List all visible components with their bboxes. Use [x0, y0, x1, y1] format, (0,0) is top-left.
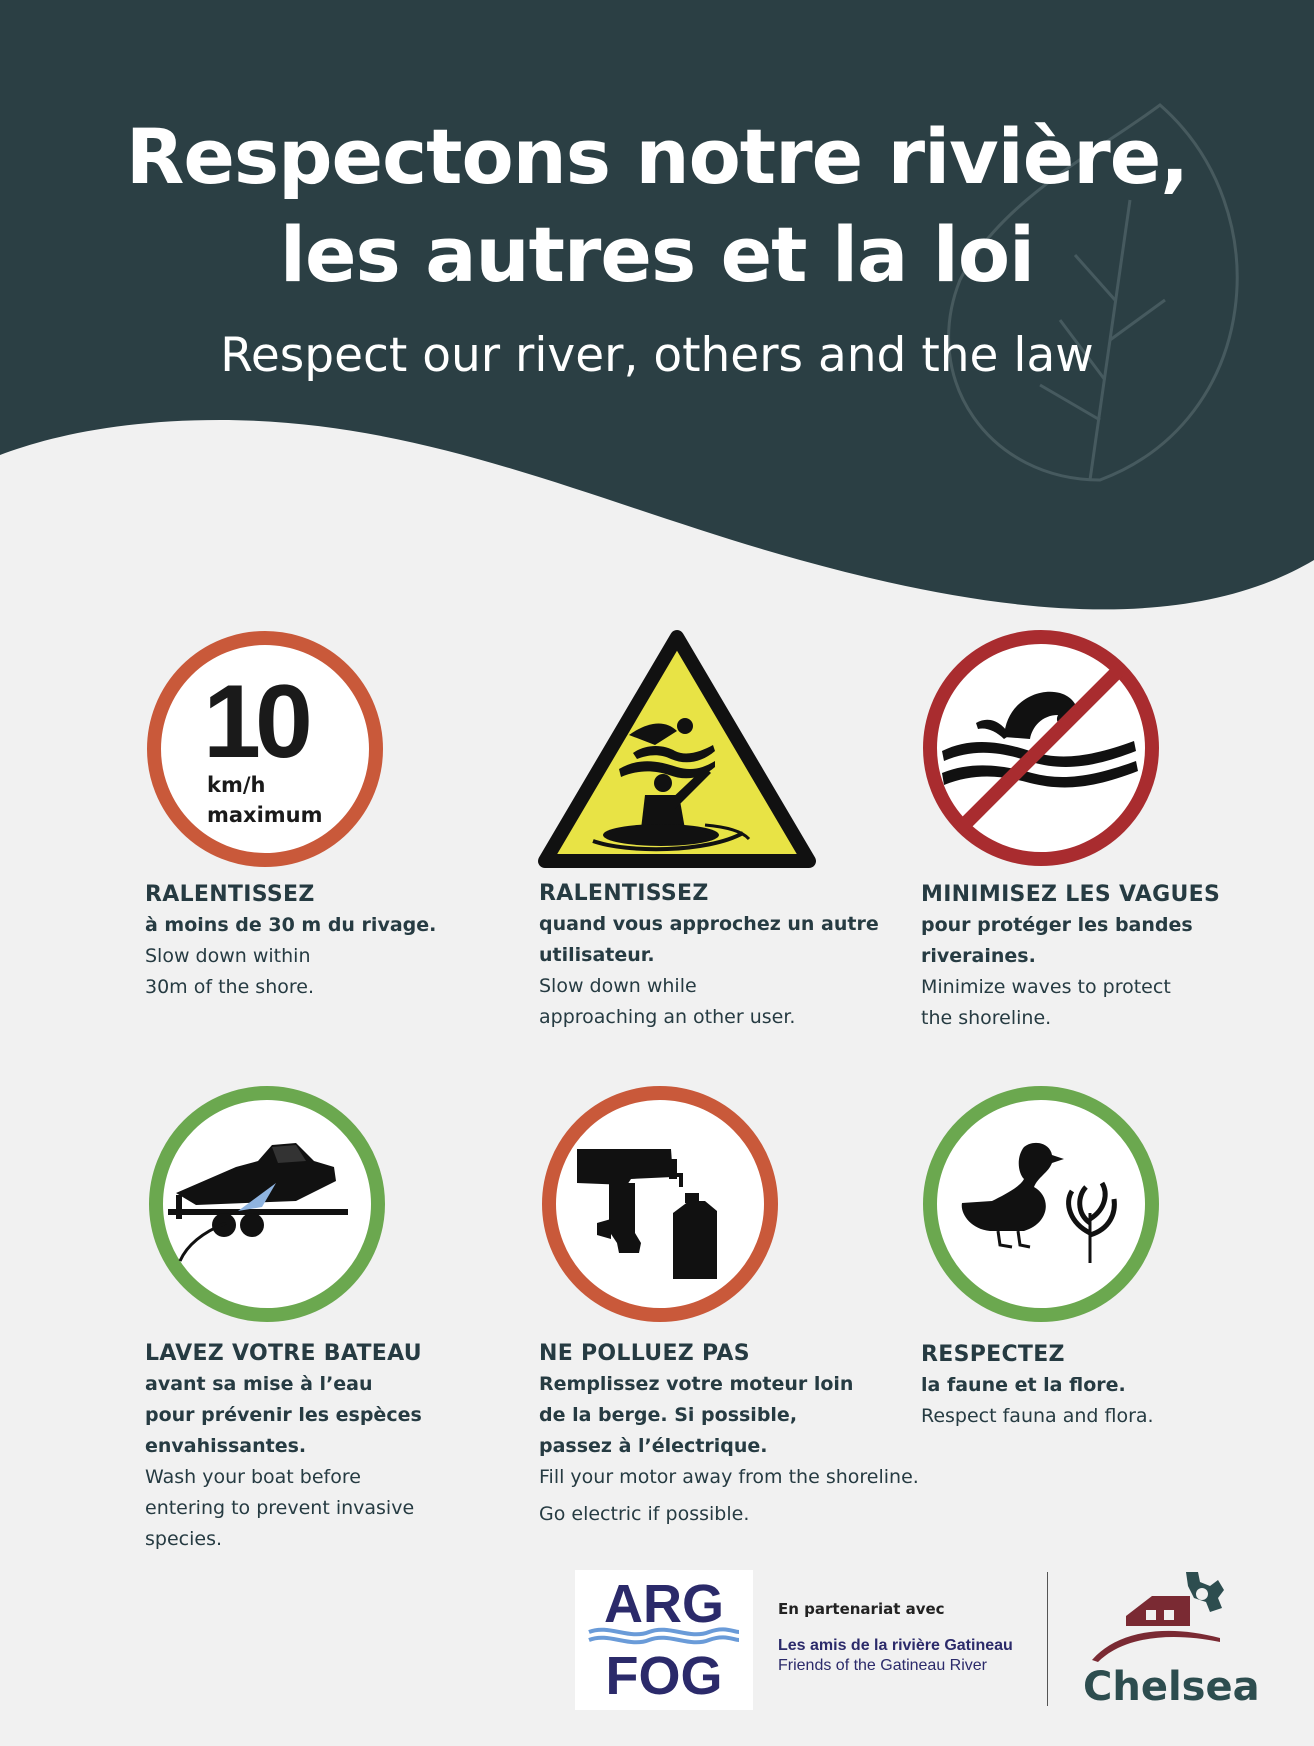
partnership-label: En partenariat avec: [778, 1600, 945, 1618]
partner-name-fr: Les amis de la rivière Gatineau: [778, 1637, 1013, 1654]
duck-plant-icon: [920, 1083, 1162, 1325]
rule-block-1: [145, 880, 475, 1003]
rule-fr-line: utilisateur.: [539, 944, 655, 966]
rule-en-line: Slow down while: [539, 975, 697, 997]
rule-en-line: entering to prevent invasive: [145, 1497, 415, 1519]
rule-en-line: Minimize waves to protect: [921, 976, 1171, 998]
arg-fog-logo: [575, 1570, 753, 1710]
rule-block-6: [921, 1340, 1281, 1432]
boat-wash-sign: [146, 1083, 388, 1325]
rule-heading: RALENTISSEZ: [145, 882, 315, 907]
rule-en-line: Wash your boat before: [145, 1466, 361, 1488]
partner-name-en: Friends of the Gatineau River: [778, 1657, 987, 1674]
rule-heading: NE POLLUEZ PAS: [539, 1341, 750, 1366]
arg-logo-bottom-text: FOG: [605, 1646, 723, 1706]
rule-fr-line: de la berge. Si possible,: [539, 1404, 798, 1426]
page-subtitle: Respect our river, others and the law: [220, 328, 1094, 383]
rule-fr-line: la faune et la flore.: [921, 1374, 1126, 1396]
header-background: [0, 0, 1314, 620]
partner-info: [778, 1600, 1038, 1676]
outboard-motor-fuel-icon: [539, 1083, 781, 1325]
chelsea-logo-icon: [1088, 1568, 1228, 1664]
rule-en-line: Go electric if possible.: [539, 1503, 750, 1525]
no-waves-icon: [920, 627, 1162, 869]
rule-block-4: [145, 1339, 485, 1555]
rule-en-line: Respect fauna and flora.: [921, 1405, 1154, 1427]
speed-unit: km/h: [207, 773, 266, 797]
rule-block-2: [539, 879, 899, 1033]
rule-fr-line: passez à l’électrique.: [539, 1435, 768, 1457]
swimmer-kayak-warning-icon: [537, 627, 817, 871]
speed-value: 10: [203, 664, 307, 780]
rule-fr-line: envahissantes.: [145, 1435, 307, 1457]
rule-fr-line: avant sa mise à l’eau: [145, 1373, 373, 1395]
rule-heading: RALENTISSEZ: [539, 881, 709, 906]
rule-en-line: approaching an other user.: [539, 1006, 796, 1028]
rule-en-line: Slow down within: [145, 945, 311, 967]
footer-divider: [1047, 1572, 1048, 1706]
rule-block-5: [539, 1339, 919, 1530]
rule-fr-line: pour protéger les bandes: [921, 914, 1193, 936]
speed-limit-sign: [145, 629, 385, 869]
chelsea-logo-text: Chelsea: [1083, 1664, 1260, 1710]
rule-block-3: [921, 880, 1301, 1034]
rule-fr-line: à moins de 30 m du rivage.: [145, 914, 437, 936]
rule-en-line: species.: [145, 1528, 223, 1550]
rule-fr-line: quand vous approchez un autre: [539, 913, 879, 935]
arg-fog-logo-icon: [575, 1570, 753, 1710]
rule-heading: RESPECTEZ: [921, 1342, 1065, 1367]
rule-en-line: 30m of the shore.: [145, 976, 314, 998]
rule-en-line: the shoreline.: [921, 1007, 1052, 1029]
warning-sign: [537, 627, 817, 871]
boat-wash-icon: [146, 1083, 388, 1325]
fauna-flora-sign: [920, 1083, 1162, 1325]
rule-fr-line: pour prévenir les espèces: [145, 1404, 422, 1426]
page-title-line1: Respectons notre rivière,: [125, 112, 1189, 201]
rule-fr-line: Remplissez votre moteur loin: [539, 1373, 854, 1395]
rule-en-line: Fill your motor away from the shoreline.: [539, 1466, 919, 1488]
no-waves-sign: [920, 627, 1162, 869]
page-title-line2: les autres et la loi: [279, 210, 1035, 299]
speed-limit-icon: [145, 629, 385, 869]
rule-heading: MINIMISEZ LES VAGUES: [921, 882, 1221, 907]
no-pollution-sign: [539, 1083, 781, 1325]
speed-label: maximum: [207, 803, 323, 827]
arg-logo-top-text: ARG: [604, 1574, 724, 1634]
rule-fr-line: riveraines.: [921, 945, 1036, 967]
rule-heading: LAVEZ VOTRE BATEAU: [145, 1341, 422, 1366]
